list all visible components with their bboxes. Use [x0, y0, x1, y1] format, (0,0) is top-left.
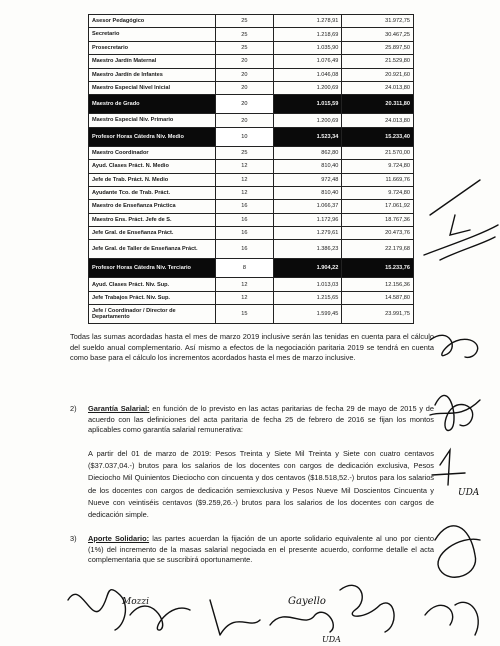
cell-puntos: 20: [215, 95, 273, 114]
cell-puntos: 25: [215, 28, 273, 41]
signature-scribble-4: [430, 395, 480, 430]
salary-table: [88, 14, 414, 324]
table-row: [89, 127, 414, 146]
cell-valor-punto: 1.279,61: [274, 227, 342, 240]
table-row: [89, 55, 414, 68]
signature-uda-mark-1: UDA: [458, 488, 480, 498]
section-2-number: 2): [70, 404, 77, 413]
cell-cargo: Asesor Pedagógico: [89, 15, 216, 28]
table-row: [89, 305, 414, 324]
cell-puntos: 20: [215, 81, 273, 94]
cell-total: 17.061,92: [342, 200, 414, 213]
cell-cargo: Maestro Coordinador: [89, 146, 216, 159]
cell-cargo: Ayud. Clases Práct. Niv. Sup.: [89, 278, 216, 291]
cell-total: 11.669,76: [342, 173, 414, 186]
signature-handwriting-1: Mozzi: [122, 597, 149, 607]
signature-scribble-11: [270, 612, 333, 632]
cell-cargo: Jefe Trabajos Práct. Niv. Sup.: [89, 291, 216, 304]
table-row: [89, 240, 414, 259]
table-row: [89, 28, 414, 41]
cell-puntos: 16: [215, 240, 273, 259]
cell-total: 22.179,68: [342, 240, 414, 259]
cell-puntos: 16: [215, 227, 273, 240]
cell-valor-punto: 1.013,03: [274, 278, 342, 291]
cell-valor-punto: 810,40: [274, 186, 342, 199]
table-row: [89, 213, 414, 226]
cell-total: 20.921,60: [342, 68, 414, 81]
cell-cargo: Ayudante Tco. de Trab. Práct.: [89, 186, 216, 199]
cell-valor-punto: 1.599,45: [274, 305, 342, 324]
cell-total: 15.233,40: [342, 127, 414, 146]
cell-cargo: Jefe Gral. de Enseñanza Práct.: [89, 227, 216, 240]
cell-cargo: Profesor Horas Cátedra Niv. Medio: [89, 127, 216, 146]
section-3-title: Aporte Solidario:: [88, 534, 150, 543]
cell-valor-punto: 1.200,69: [274, 81, 342, 94]
cell-puntos: 16: [215, 200, 273, 213]
cell-total: 9.724,80: [342, 160, 414, 173]
section-2-text: en función de lo previsto en las actas paritarias de fecha 29 de mayo de 2015 y de acuerdo con las definiciones del acta paritaria de fecha 25 de febrero de 2016 se fijan los montos aplicables como garantía salarial remunerativa:: [88, 404, 434, 435]
table-row: [89, 160, 414, 173]
cell-puntos: 15: [215, 305, 273, 324]
cell-puntos: 12: [215, 173, 273, 186]
cell-valor-punto: 972,48: [274, 173, 342, 186]
table-row: [89, 114, 414, 127]
table-row: [89, 146, 414, 159]
cell-cargo: Ayud. Clases Práct. N. Medio: [89, 160, 216, 173]
paragraph-sac: Todas las sumas acordadas hasta el mes de marzo 2019 inclusive serán las tenidas en cuenta para el cálculo del sueldo anual complementario. Así mismo a efectos de la negociación paritaria 2019 se tendrá en cuenta como base para el cálculo los incrementos acordados hasta el mes de marzo inclusive.: [70, 332, 434, 363]
cell-total: 21.570,00: [342, 146, 414, 159]
cell-puntos: 20: [215, 68, 273, 81]
cell-puntos: 20: [215, 55, 273, 68]
cell-total: 15.233,76: [342, 259, 414, 278]
cell-total: 18.767,36: [342, 213, 414, 226]
cell-total: 23.991,75: [342, 305, 414, 324]
table-row: [89, 227, 414, 240]
cell-cargo: Secretario: [89, 28, 216, 41]
cell-cargo: Jefe Gral. de Taller de Enseñanza Práct.: [89, 240, 216, 259]
cell-valor-punto: 1.523,34: [274, 127, 342, 146]
signature-handwriting-2: Gayello: [288, 596, 326, 607]
cell-cargo: Maestro Jardín de Infantes: [89, 68, 216, 81]
signature-scribble-10: [210, 600, 260, 635]
cell-total: 30.467,25: [342, 28, 414, 41]
cell-cargo: Maestro Jardín Maternal: [89, 55, 216, 68]
cell-total: 12.156,36: [342, 278, 414, 291]
table-row: [89, 15, 414, 28]
cell-puntos: 12: [215, 186, 273, 199]
cell-puntos: 25: [215, 15, 273, 28]
signature-scribble-5: [432, 450, 465, 485]
table-row: [89, 173, 414, 186]
cell-valor-punto: 1.386,23: [274, 240, 342, 259]
section-2-title: Garantía Salarial:: [88, 404, 150, 413]
cell-puntos: 8: [215, 259, 273, 278]
table-row: [89, 278, 414, 291]
cell-cargo: Prosecretario: [89, 41, 216, 54]
cell-valor-punto: 862,80: [274, 146, 342, 159]
cell-cargo: Profesor Horas Cátedra Niv. Terciario: [89, 259, 216, 278]
cell-valor-punto: 1.035,90: [274, 41, 342, 54]
cell-total: 14.587,80: [342, 291, 414, 304]
cell-total: 25.897,50: [342, 41, 414, 54]
cell-cargo: Maestro de Grado: [89, 95, 216, 114]
cell-cargo: Maestro Especial Niv. Primario: [89, 114, 216, 127]
cell-total: 20.473,76: [342, 227, 414, 240]
cell-total: 21.529,80: [342, 55, 414, 68]
cell-valor-punto: 1.278,91: [274, 15, 342, 28]
cell-cargo: Jefe / Coordinador / Director de Departamento: [89, 305, 216, 324]
cell-total: 20.311,80: [342, 95, 414, 114]
signature-uda-mark-2: UDA: [322, 635, 341, 644]
table-row: [89, 200, 414, 213]
signature-scribble-9: [130, 606, 190, 630]
signature-scribble-2: [424, 225, 498, 260]
cell-puntos: 12: [215, 278, 273, 291]
cell-puntos: 12: [215, 160, 273, 173]
cell-puntos: 12: [215, 291, 273, 304]
table-row: [89, 95, 414, 114]
cell-valor-punto: 1.904,22: [274, 259, 342, 278]
cell-puntos: 16: [215, 213, 273, 226]
table-row: [89, 291, 414, 304]
table-row: [89, 259, 414, 278]
cell-cargo: Maestro de Enseñanza Práctica: [89, 200, 216, 213]
signature-scribble-12: [340, 585, 394, 632]
section-2-subparagraph: A partir del 01 de marzo de 2019: Pesos Treinta y Siete Mil Treinta y Siete con cuatro centavos ($37.037,04.-) brutos para los salarios de los docentes con cargos de dedicación exclusiva, Pesos Dieciocho Mil Quinientos Dieciocho con cincuenta y dos centavos ($18.518,52.-) brutos para los salarios de los docentes con cargos de dedicación semiexclusiva y Pesos Nueve Mil Doscientos Cincuenta y Nueve con veintiséis centavos ($9.259,26.-) brutos para los salarios de los docentes con cargos de dedicación simple.: [88, 449, 434, 520]
cell-puntos: 20: [215, 114, 273, 127]
signature-scribble-1: [430, 180, 480, 235]
cell-cargo: Maestro Especial Nivel Inicial: [89, 81, 216, 94]
cell-valor-punto: 1.076,49: [274, 55, 342, 68]
cell-valor-punto: 1.215,65: [274, 291, 342, 304]
cell-total: 24.013,80: [342, 81, 414, 94]
table-row: [89, 68, 414, 81]
section-3-number: 3): [70, 534, 77, 543]
table-row: [89, 41, 414, 54]
cell-cargo: Jefe de Trab. Práct. N. Medio: [89, 173, 216, 186]
cell-valor-punto: 1.218,69: [274, 28, 342, 41]
cell-puntos: 25: [215, 41, 273, 54]
signature-scribble-8: [68, 590, 125, 630]
cell-valor-punto: 1.200,69: [274, 114, 342, 127]
salary-table-body: [89, 15, 414, 324]
cell-valor-punto: 1.172,96: [274, 213, 342, 226]
signatures-bottom: [60, 570, 440, 646]
signature-scribble-3: [430, 335, 478, 357]
section-2-garantia-salarial: [88, 404, 434, 436]
cell-valor-punto: 1.015,59: [274, 95, 342, 114]
cell-total: 9.724,80: [342, 186, 414, 199]
cell-valor-punto: 1.066,37: [274, 200, 342, 213]
cell-puntos: 10: [215, 127, 273, 146]
cell-valor-punto: 1.046,08: [274, 68, 342, 81]
signature-scribble-6: [435, 526, 480, 577]
section-3-text: las partes acuerdan la fijación de un aporte solidario equivalente al uno por ciento (1%) del incremento de la masas salarial negociada en el presente acuerdo, conforme detalle el acta complementaria que se suscribirá oportunamente.: [88, 534, 435, 565]
table-row: [89, 186, 414, 199]
table-row: [89, 81, 414, 94]
section-3-aporte-solidario: [88, 534, 434, 566]
cell-total: 31.972,75: [342, 15, 414, 28]
cell-puntos: 25: [215, 146, 273, 159]
cell-cargo: Maestro Ens. Práct. Jefe de S.: [89, 213, 216, 226]
cell-valor-punto: 810,40: [274, 160, 342, 173]
cell-total: 24.013,80: [342, 114, 414, 127]
